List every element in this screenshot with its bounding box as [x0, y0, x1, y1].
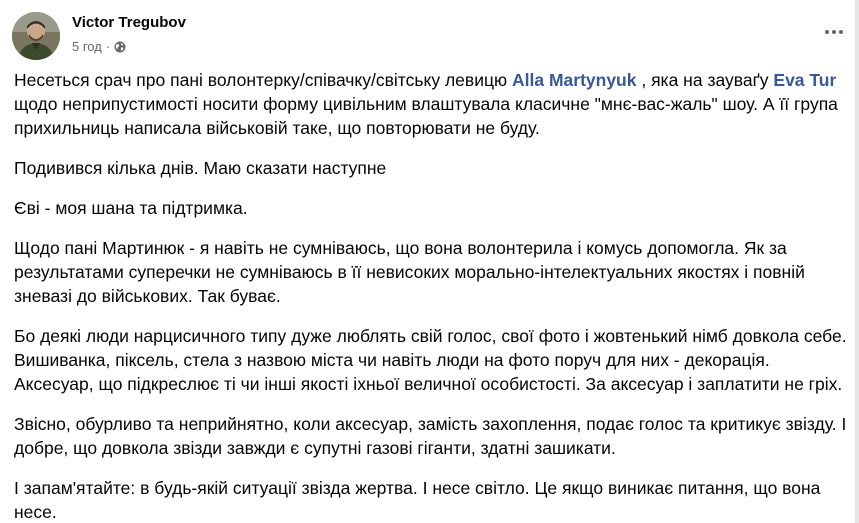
- more-horizontal-icon: [824, 29, 844, 35]
- mention-eva-tur[interactable]: Eva Tur: [773, 70, 837, 90]
- more-options-button[interactable]: [820, 18, 848, 46]
- post-content: [14, 68, 848, 523]
- paragraph-5: Бо деякі люди нарцисичного типу дуже люблять свій голос, свої фото і жовтенький німб довкола себе. Вишиванка, піксель, стела з назвою міста чи навіть люди на фото поруч для них - декорація. Аксесуар, що підкреслює ті чи інші якості іхньої величної особистості. За аксесуар і заплатити не гріх.: [14, 326, 847, 394]
- paragraph-1-text-b: , яка на зауваґу: [636, 70, 774, 90]
- paragraph-1: [14, 68, 848, 140]
- meta-separator: ·: [105, 39, 111, 54]
- paragraph-1-text-a: Несеться срач про пані волонтерку/співачку/світську левицю: [14, 70, 512, 90]
- paragraph-3: Єві - моя шана та підтримка.: [14, 198, 248, 218]
- post-timestamp[interactable]: 5 год: [72, 39, 102, 54]
- author-name[interactable]: Victor Tregubov: [72, 14, 186, 31]
- post-header: [12, 12, 848, 64]
- paragraph-2: Подивився кілька днів. Маю сказати наступне: [14, 158, 387, 178]
- avatar-image: [12, 12, 60, 60]
- author-avatar[interactable]: [12, 12, 60, 60]
- globe-icon[interactable]: [114, 41, 126, 53]
- paragraph-1-text-c: щодо неприпустимості носити форму цивільним влаштувала класичне "мнє-вас-жаль" шоу. А її група прихильниць написала військовій таке, що повторювати не буду.: [14, 94, 838, 138]
- mention-alla-martynyuk[interactable]: Alla Martynyuk: [512, 70, 637, 90]
- paragraph-7: І запам'ятайте: в будь-якій ситуації звізда жертва. І несе світло. Це якщо виникає питання, що вона несе.: [14, 478, 821, 522]
- paragraph-6: Звісно, обурливо та неприйнятно, коли аксесуар, замість захоплення, подає голос та критикує звізду. І добре, що довкола звізди завжди є супутні газові гіганти, здатні зашикати.: [14, 414, 847, 458]
- scrollbar[interactable]: [855, 0, 859, 523]
- post-meta: [72, 39, 126, 54]
- paragraph-4: Щодо пані Мартинюк - я навіть не сумніваюсь, що вона волонтерила і комусь допомогла. Як за результатами суперечки не сумніваюсь в її невисоких морально-інтелектуальних якостях і повній зневазі до військових. Так буває.: [14, 238, 805, 306]
